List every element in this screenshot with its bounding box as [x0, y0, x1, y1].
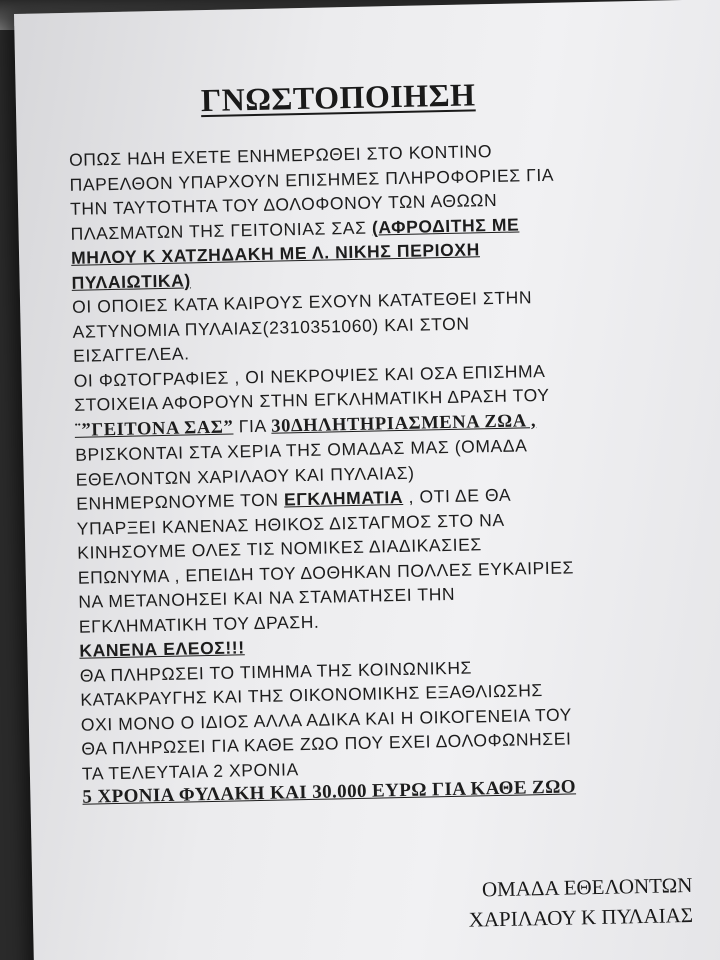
text-segment: , ΟΤΙ ΔΕ ΘΑ — [402, 484, 512, 507]
text-line: ΕΘΕΛΟΝΤΩΝ ΧΑΡΙΛΑΟΥ ΚΑΙ ΠΥΛΑΙΑΣ) — [75, 462, 415, 490]
text-line: ΥΠΑΡΞΕΙ ΚΑΝΕΝΑΣ ΗΘΙΚΟΣ ΔΙΣΤΑΓΜΟΣ ΣΤΟ ΝΑ — [76, 509, 505, 539]
no-mercy-heading: ΚΑΝΕΝΑ ΕΛΕΟΣ!!! — [79, 637, 245, 661]
paper-notice — [14, 0, 720, 960]
penalty-statement: 5 ΧΡΟΝΙΑ ΦΥΛΑΚΗ ΚΑΙ 30.000 ΕΥΡΩ ΓΙΑ ΚΑΘΕ ΖΩΟ — [82, 776, 577, 808]
text-line: ΕΓΚΛΗΜΑΤΙΚΗ ΤΟΥ ΔΡΑΣΗ. — [78, 611, 320, 637]
text-line: ΤΗΝ ΤΑΥΤΟΤΗΤΑ ΤΟΥ ΔΟΛΟΦΟΝΟΥ ΤΩΝ ΑΘΩΩΝ — [69, 189, 498, 219]
signature-block — [432, 870, 693, 935]
notice-body — [69, 134, 720, 810]
text-line: ΟΙ ΟΠΟΙΕΣ ΚΑΤΑ ΚΑΙΡΟΥΣ ΕΧΟΥΝ ΚΑΤΑΤΕΘΕΙ ΣΤΗΝ — [71, 287, 533, 317]
text-line: ΑΣΤΥΝΟΜΙΑ ΠΥΛΑΙΑΣ(2310351060) ΚΑΙ ΣΤΟΝ — [72, 313, 470, 342]
address-emphasis: ΜΗΛΟΥ Κ ΧΑΤΖΗΔΑΚΗ ΜΕ Λ. ΝΙΚΗΣ ΠΕΡΙΟΧΗ — [70, 239, 481, 268]
criminal-emphasis: ΕΓΚΛΗΜΑΤΙΑ — [283, 486, 404, 510]
signature-line: ΧΑΡΙΛΑΟΥ Κ ΠΥΛΑΙΑΣ — [468, 902, 694, 932]
signature-line: ΟΜΑΔΑ ΕΘΕΛΟΝΤΩΝ — [481, 872, 693, 902]
text-line: ΕΙΣΑΓΓΕΛΕΑ. — [72, 343, 190, 366]
notice-title: ΓΝΩΣΤΟΠΟΙΗΣΗ — [200, 76, 476, 119]
text-line: ΘΑ ΠΛΗΡΩΣΕΙ ΤΟ ΤΙΜΗΜΑ ΤΗΣ ΚΟΙΝΩΝΙΚΗΣ — [79, 657, 473, 686]
text-segment: ΓΙΑ — [233, 415, 272, 436]
text-line: ΚΙΝΗΣΟΥΜΕ ΟΛΕΣ ΤΙΣ ΝΟΜΙΚΕΣ ΔΙΑΔΙΚΑΣΙΕΣ — [77, 534, 482, 563]
address-emphasis: (ΑΦΡΟΔΙΤΗΣ ΜΕ — [371, 213, 520, 238]
text-line: ΒΡΙΣΚΟΝΤΑΙ ΣΤΑ ΧΕΡΙΑ ΤΗΣ ΟΜΑΔΑΣ ΜΑΣ (ΟΜΑΔΑ — [75, 435, 528, 465]
text-segment: ΕΝΗΜΕΡΩΝΟΥΜΕ ΤΟΝ — [76, 489, 285, 514]
animals-emphasis: 30ΔΗΛΗΤΗΡΙΑΣΜΕΝΑ ΖΩΑ , — [271, 410, 537, 437]
text-line: ΕΠΩΝΥΜΑ , ΕΠΕΙΔΗ ΤΟΥ ΔΟΘΗΚΑΝ ΠΟΛΛΕΣ ΕΥΚΑΙΡΙΕΣ — [77, 556, 575, 588]
text-line: ΟΠΩΣ ΗΔΗ ΕΧΕΤΕ ΕΝΗΜΕΡΩΘΕΙ ΣΤΟ ΚΟΝΤΙΝΟ — [68, 141, 493, 170]
neighbor-emphasis: ¨”ΓΕΙΤΟΝΑ ΣΑΣ” — [74, 416, 234, 441]
text-line: ΟΙ ΦΩΤΟΓΡΑΦΙΕΣ , ΟΙ ΝΕΚΡΟΨΙΕΣ ΚΑΙ ΟΣΑ ΕΠΙΣΗΜΑ — [73, 360, 546, 391]
text-line: ΘΑ ΠΛΗΡΩΣΕΙ ΓΙΑ ΚΑΘΕ ΖΩΟ ΠΟΥ ΕΧΕΙ ΔΟΛΟΦΩΝΗΣΕΙ — [81, 728, 572, 759]
text-line: ΝΑ ΜΕΤΑΝΟΗΣΕΙ ΚΑΙ ΝΑ ΣΤΑΜΑΤΗΣΕΙ ΤΗΝ — [78, 583, 456, 612]
text-line: ΤΑ ΤΕΛΕΥΤΑΙΑ 2 ΧΡΟΝΙΑ — [81, 758, 299, 784]
text-line: ΚΑΤΑΚΡΑΥΓΗΣ ΚΑΙ ΤΗΣ ΟΙΚΟΝΟΜΙΚΗΣ ΕΞΑΘΛΙΩΣΗΣ — [80, 680, 544, 710]
address-emphasis: ΠΥΛΑΙΩΤΙΚΑ) — [71, 269, 192, 293]
text-line: ΟΧΙ ΜΟΝΟ Ο ΙΔΙΟΣ ΑΛΛΑ ΑΔΙΚΑ ΚΑΙ Η ΟΙΚΟΓΕΝΕΙΑ ΤΟΥ — [80, 703, 573, 735]
text-line: ΣΤΟΙΧΕΙΑ ΑΦΟΡΟΥΝ ΣΤΗΝ ΕΓΚΛΗΜΑΤΙΚΗ ΔΡΑΣΗ ΤΟΥ — [73, 384, 550, 415]
text-line: ΠΑΡΕΛΘΟΝ ΥΠΑΡΧΟΥΝ ΕΠΙΣΗΜΕΣ ΠΛΗΡΟΦΟΡΙΕΣ ΓΙΑ — [69, 164, 555, 195]
text-segment: ΠΛΑΣΜΑΤΩΝ ΤΗΣ ΓΕΙΤΟΝΙΑΣ ΣΑΣ — [70, 217, 373, 244]
